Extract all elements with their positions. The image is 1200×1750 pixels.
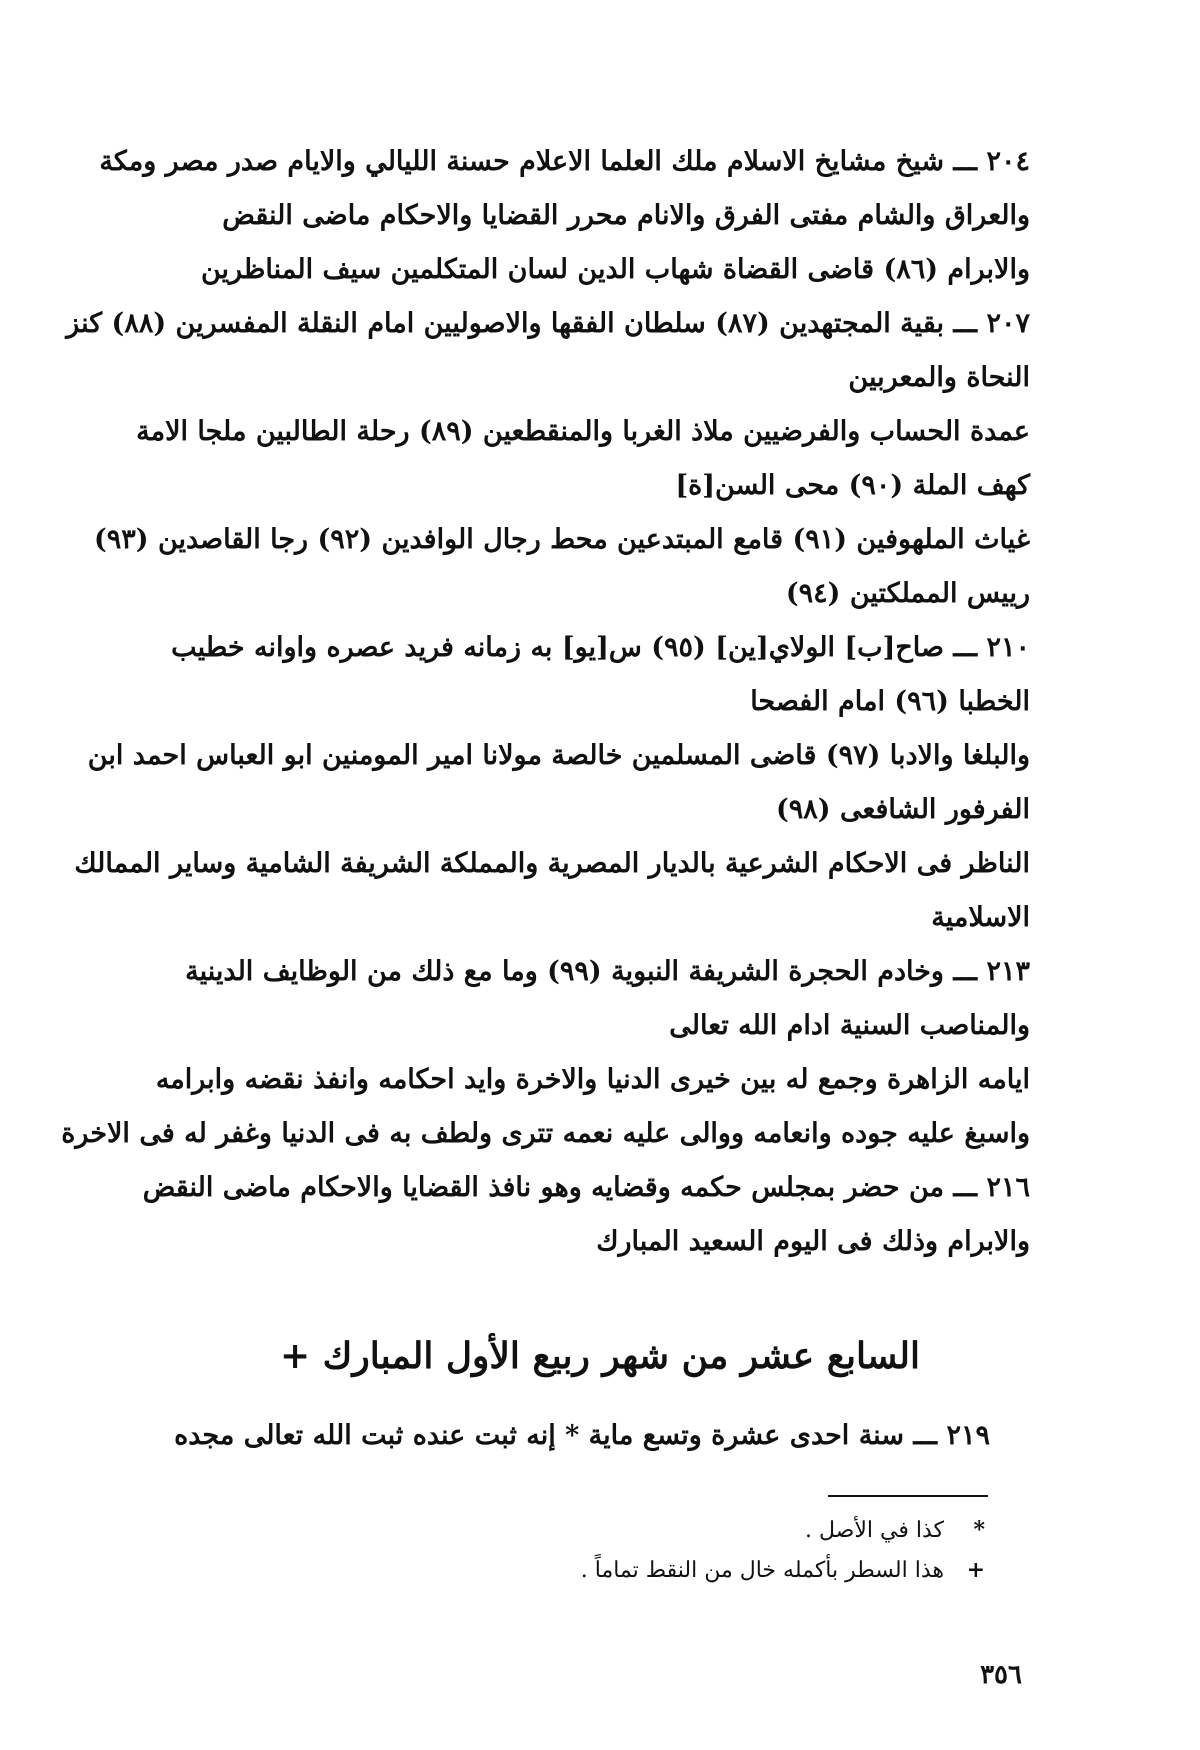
footnote-divider — [828, 1495, 988, 1497]
text-line: ٢٠٤ ـــ شيخ مشايخ الاسلام ملك العلما الاعلام حسنة الليالي والايام صدر مصر ومكة — [99, 146, 1030, 177]
footnote-text: هذا السطر بأكمله خال من النقط تماماً . — [580, 1558, 944, 1583]
footnote — [185, 1550, 985, 1590]
text-line: ايامه الزاهرة وجمع له بين خيرى الدنيا والاخرة وايد احكامه وانفذ نقضه وابرامه — [155, 1064, 1030, 1095]
text-line: رييس المملكتين (٩٤) — [785, 578, 1030, 609]
section-heading: السابع عشر من شهر ربيع الأول المبارك + — [279, 1335, 921, 1377]
text-line: ٢١٠ ـــ صاح[ب] الولاي[ين] (٩٥) س[يو] به زمانه فريد عصره واوانه خطيب — [171, 632, 1030, 663]
text-line: النحاة والمعربين — [848, 362, 1030, 393]
text-line: والبلغا والادبا (٩٧) قاضى المسلمين خالصة مولانا امير المومنين ابو العباس احمد ابن — [87, 740, 1030, 771]
text-line: عمدة الحساب والفرضيين ملاذ الغربا والمنقطعين (٨٩) رحلة الطالبين ملجا الامة — [136, 416, 1030, 447]
footnotes — [185, 1510, 985, 1590]
text-line: الخطبا (٩٦) امام الفصحا — [750, 686, 1030, 717]
text-line: الفرفور الشافعى (٩٨) — [775, 794, 1030, 825]
text-line: واسبغ عليه جوده وانعامه ووالى عليه نعمه تترى ولطف به فى الدنيا وغفر له فى الاخرة — [61, 1118, 1030, 1149]
text-line: ٢١٣ ـــ وخادم الحجرة الشريفة النبوية (٩٩) وما مع ذلك من الوظايف الدينية — [185, 956, 1030, 987]
text-line: والمناصب السنية ادام الله تعالى — [669, 1010, 1030, 1041]
footnote-marker: + — [966, 1557, 985, 1583]
text-line: والابرام (٨٦) قاضى القضاة شهاب الدين لسان المتكلمين سيف المناظرين — [200, 254, 1030, 285]
text-line: ٢١٦ ـــ من حضر بمجلس حكمه وقضايه وهو نافذ القضايا والاحكام ماضى النقض — [142, 1172, 1030, 1203]
main-text — [61, 135, 1030, 1269]
page-number: ٣٥٦ — [980, 1660, 1022, 1690]
footnote-marker: * — [973, 1517, 985, 1543]
text-line: كهف الملة (٩٠) محى السن[ة] — [675, 470, 1030, 501]
text-line: والابرام وذلك فى اليوم السعيد المبارك — [596, 1226, 1030, 1257]
footnote — [185, 1510, 985, 1550]
text-line: والعراق والشام مفتى الفرق والانام محرر القضايا والاحكام ماضى النقض — [222, 200, 1030, 231]
text-line: ٢٠٧ ـــ بقية المجتهدين (٨٧) سلطان الفقها والاصوليين امام النقلة المفسرين (٨٨) كنز — [66, 308, 1030, 339]
text-line: الناظر فى الاحكام الشرعية بالديار المصرية والمملكة الشريفة الشامية وساير الممالك — [74, 848, 1030, 879]
footnote-text: كذا في الأصل . — [805, 1518, 944, 1543]
text-line: غياث الملهوفين (٩١) قامع المبتدعين محط رجال الوافدين (٩٢) رجا القاصدين (٩٣) — [93, 524, 1030, 555]
text-line: الاسلامية — [931, 902, 1030, 933]
text-line: ٢١٩ ـــ سنة احدى عشرة وتسع ماية * إنه ثبت عنده ثبت الله تعالى مجده — [174, 1420, 990, 1451]
